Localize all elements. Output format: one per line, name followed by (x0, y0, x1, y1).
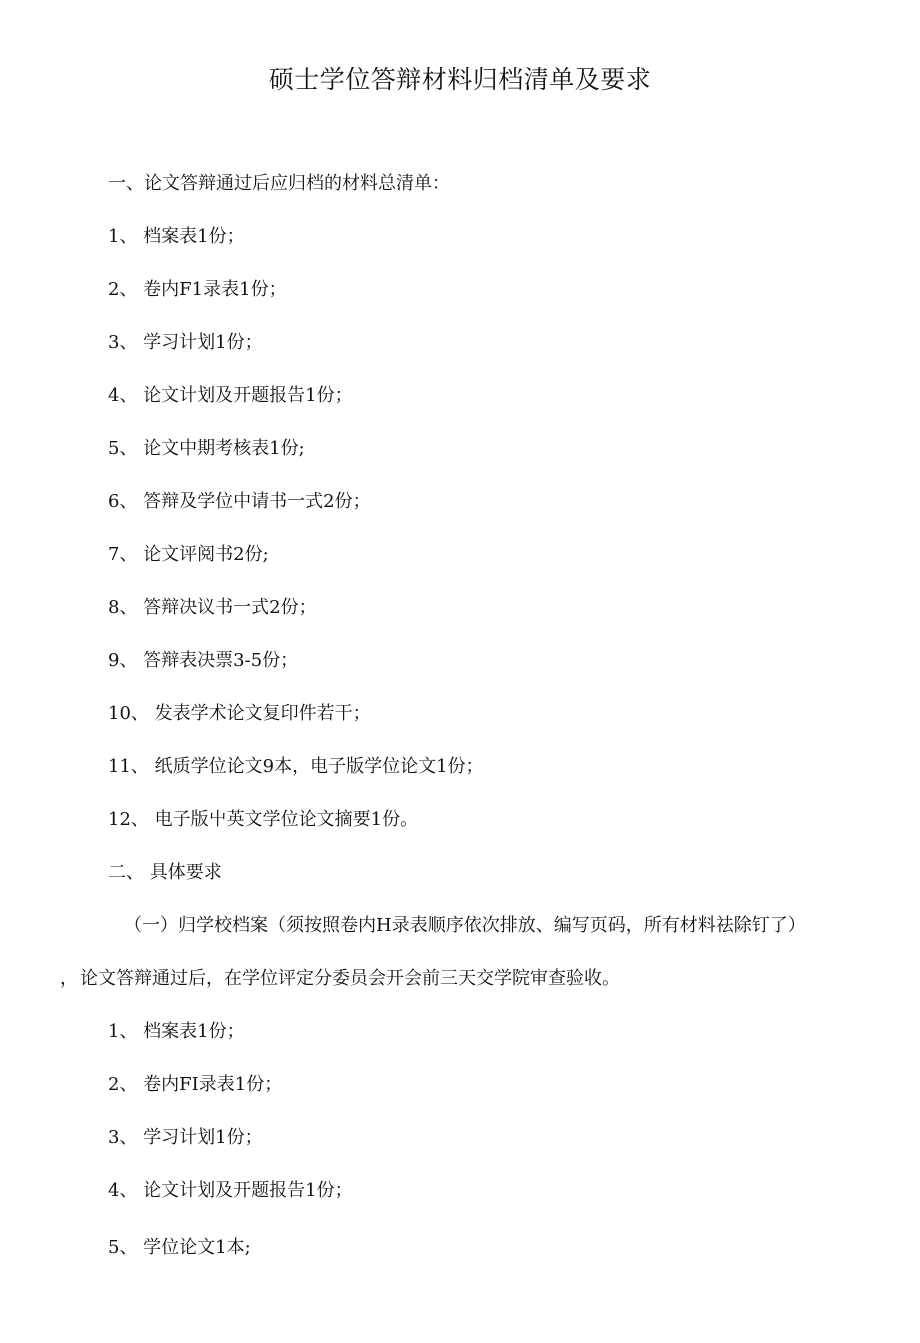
section-heading-1: 一、论文答辩通过后应归档的材料总清单： (108, 173, 450, 194)
list-item: 5、 论文中期考核表1份; (108, 438, 305, 459)
list-item: 11、 纸质学位论文9本，电子版学位论文1份； (108, 756, 484, 777)
list-item: 1、 档案表1份； (108, 1021, 245, 1042)
list-item: 4、 论文计划及开题报告1份； (108, 385, 353, 406)
list-item: 10、 发表学术论文复印件若干； (108, 703, 371, 724)
page-title: 硕士学位答辩材料归档清单及要求 (268, 65, 652, 94)
list-item: 9、 答辩表决票3-5份； (108, 650, 299, 671)
list-item: 7、 论文评阅书2份; (108, 544, 269, 565)
list-item: 3、 学习计划1份； (108, 1127, 263, 1148)
list-item: 8、 答辩决议书一式2份； (108, 597, 317, 618)
paragraph-text: 论文答辩通过后，在学位评定分委员会开会前三天交学院审查验收。 (80, 968, 620, 989)
list-item: 3、 学习计划1份； (108, 332, 263, 353)
list-item: 6、 答辩及学位中请书一式2份； (108, 491, 371, 512)
list-item: 12、 电子版屮英文学位论文摘要1份。 (108, 809, 419, 830)
section-heading-2: 二、 具体要求 (108, 862, 222, 883)
list-item: 4、 论文计划及开题报告1份； (108, 1180, 353, 1201)
list-item: 5、 学位论文1本; (108, 1237, 251, 1258)
list-item: 1、 档案表1份； (108, 226, 245, 247)
list-item: 2、 卷内F1录表1份； (108, 279, 287, 300)
subsection-heading: （一）归学校档案（须按照卷内H录表顺序依次排放、编写页码，所有材料祛除钉了） (124, 915, 806, 936)
list-item: 2、 卷内FI录表1份； (108, 1074, 283, 1095)
continuation-mark: ， (60, 968, 78, 989)
